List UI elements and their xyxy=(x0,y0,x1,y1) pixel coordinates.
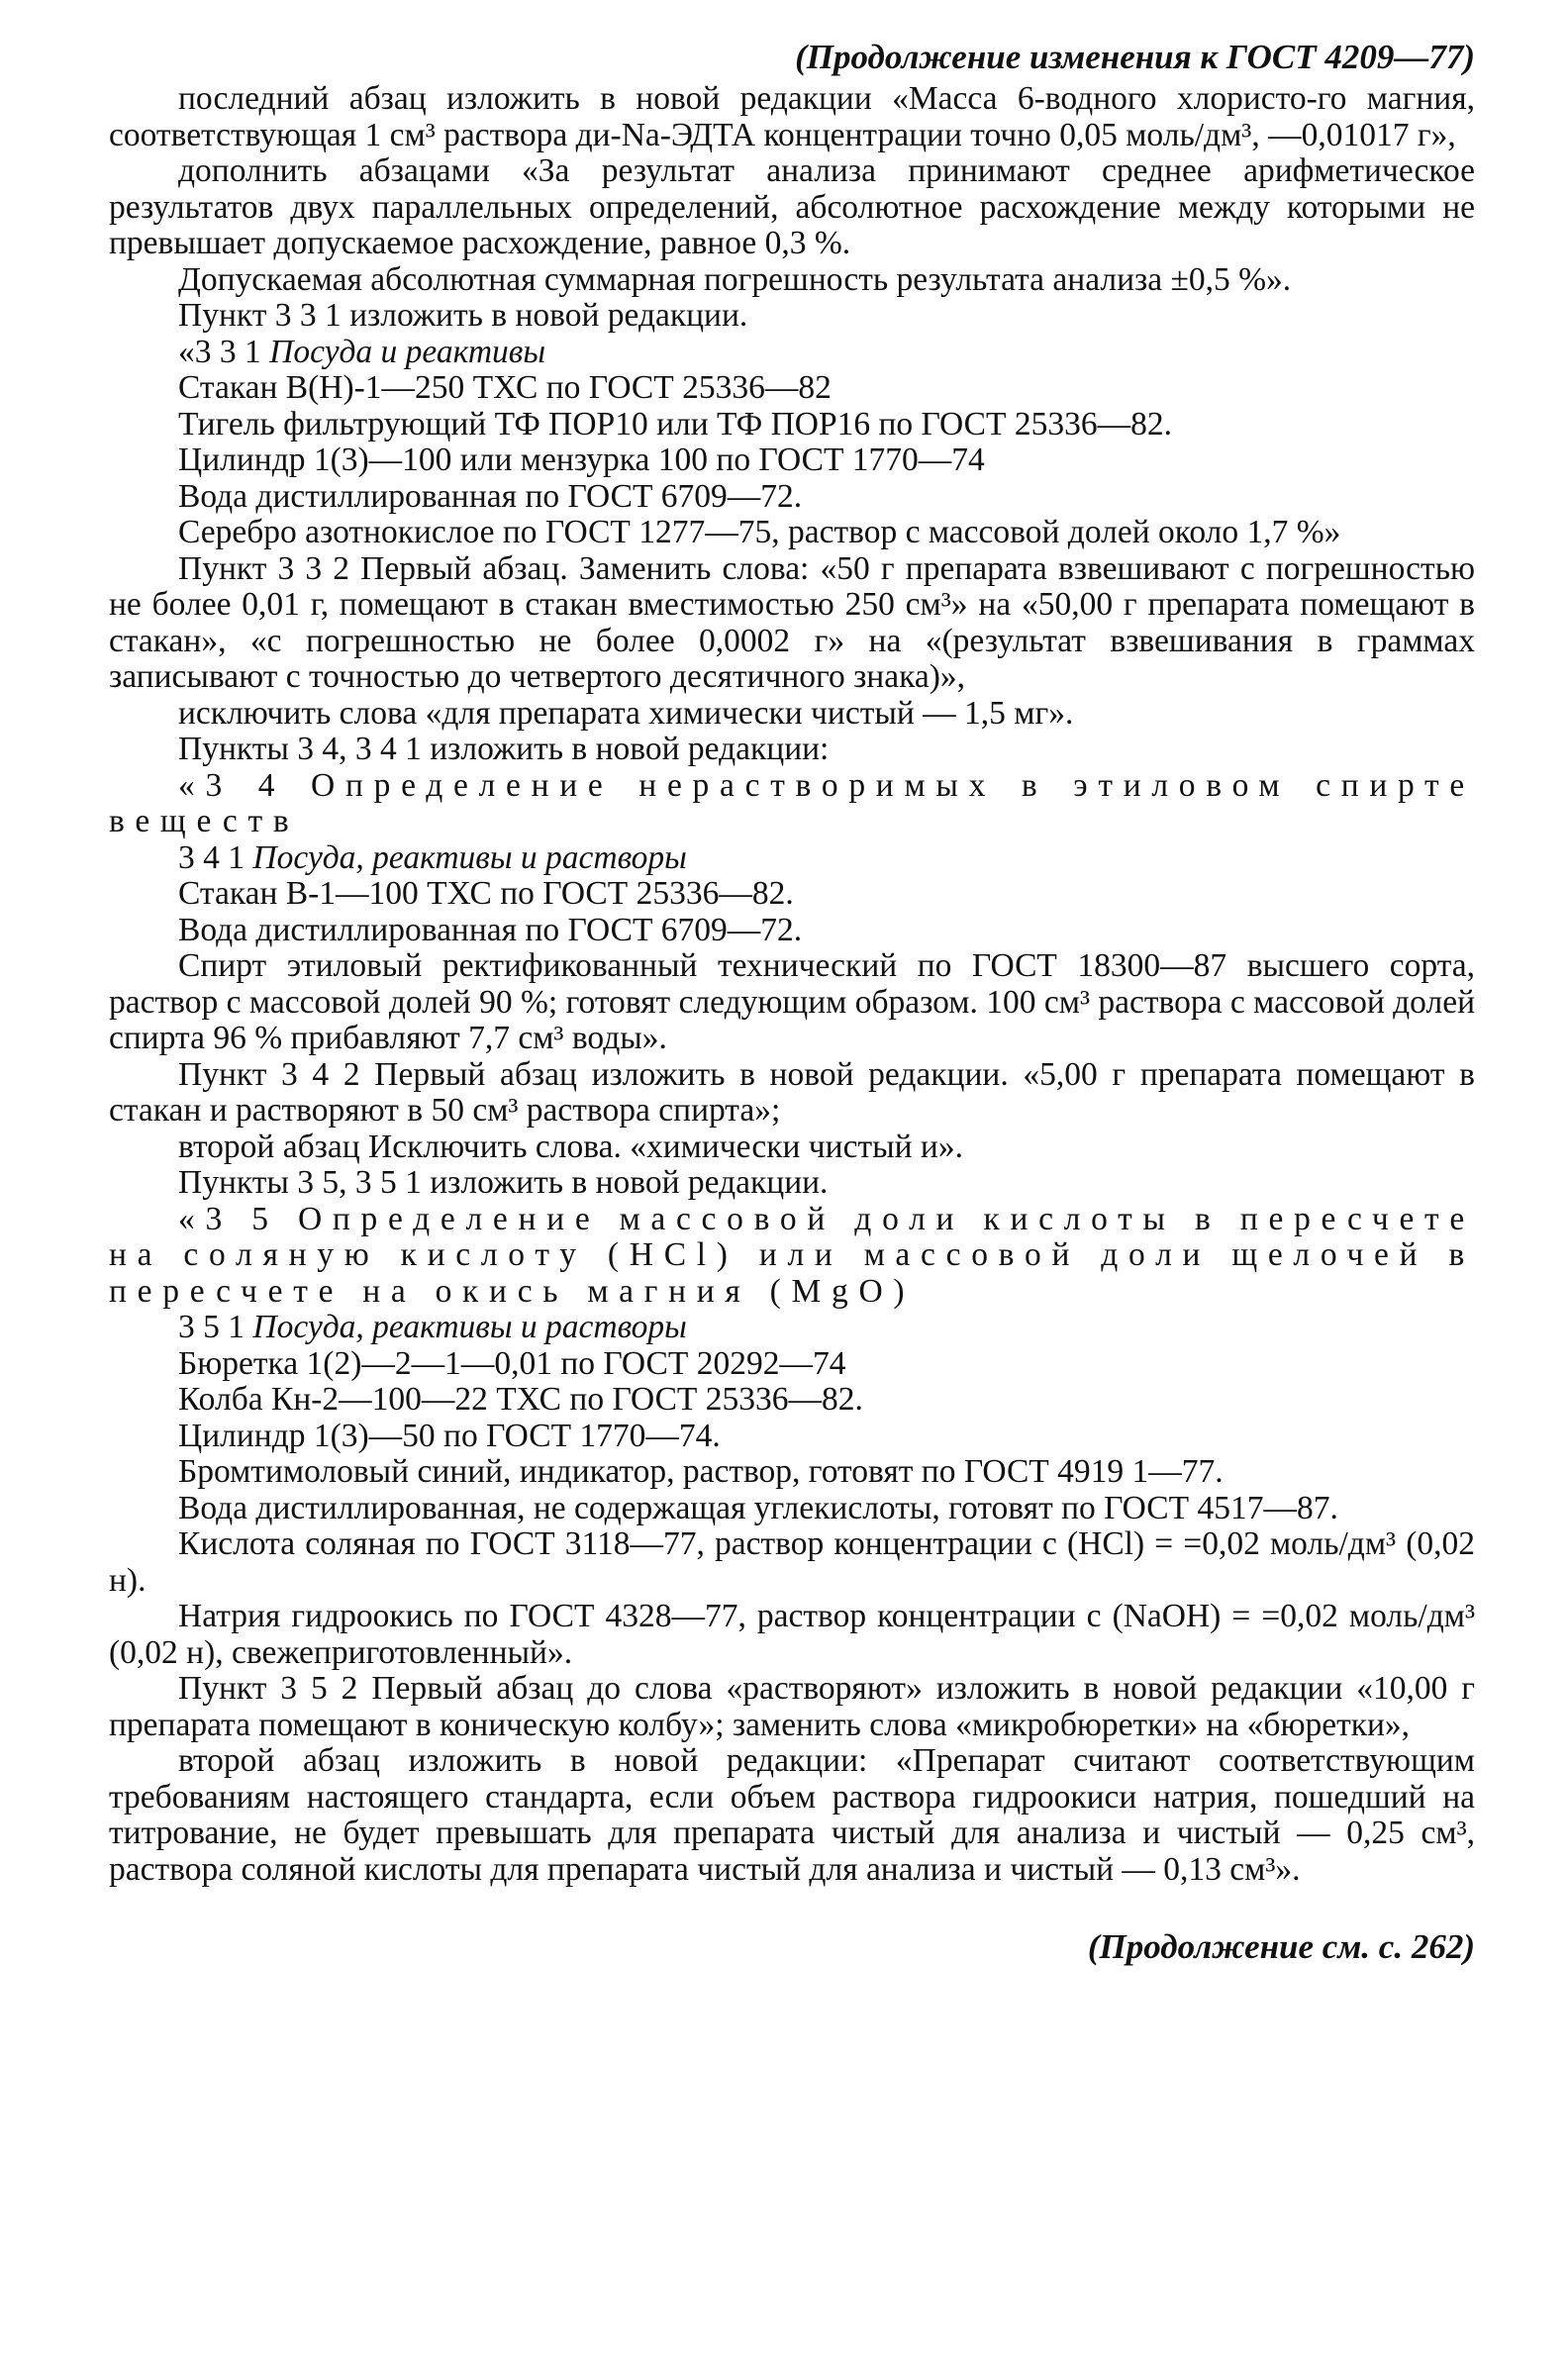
list-item: Кислота соляная по ГОСТ 3118—77, раствор концентрации с (HCl) = =0,02 моль/дм³ (0,02 н). xyxy=(109,1525,1475,1599)
page-header: (Продолжение изменения к ГОСТ 4209—77) xyxy=(795,38,1475,76)
paragraph: Пункт 3 3 1 изложить в новой редакции. xyxy=(178,297,748,334)
paragraph: последний абзац изложить в новой редакции «Масса 6-водного хлористо-го магния, соответствующая 1 см³ раствора ди-Na-ЭДТА концентрации точно 0,05 моль/дм³, —0,01017 г», xyxy=(109,80,1475,153)
subsection-number: 3 5 1 xyxy=(178,1309,245,1345)
list-item: Стакан В(Н)-1—250 ТХС по ГОСТ 25336—82 xyxy=(178,369,832,406)
list-item: Цилиндр 1(3)—100 или мензурка 100 по ГОСТ 1770—74 xyxy=(178,442,985,478)
list-item: Бромтимоловый синий, индикатор, раствор, готовят по ГОСТ 4919 1—77. xyxy=(178,1453,1224,1490)
document-page xyxy=(109,38,1475,1967)
page-footer: (Продолжение см. с. 262) xyxy=(1087,1927,1475,1966)
section-heading: «3 5 Определение массовой доли кислоты в пересчете на соляную кислоту (HCl) или массовой доли щелочей в пересчете на окись магния (MgO) xyxy=(109,1200,1475,1310)
paragraph: Пункт 3 4 2 Первый абзац изложить в новой редакции. «5,00 г препарата помещают в стакан и растворяют в 50 см³ раствора спирта»; xyxy=(109,1055,1475,1129)
subsection-number: «3 3 1 xyxy=(178,333,261,370)
list-item: Колба Кн-2—100—22 ТХС по ГОСТ 25336—82. xyxy=(178,1381,863,1418)
paragraph: дополнить абзацами «За результат анализа принимают среднее арифметическое результатов двух параллельных определений, абсолютное расхождение между которыми не превышает допускаемое расхождение, равное 0,3 %. xyxy=(109,152,1475,261)
paragraph: Допускаемая абсолютная суммарная погрешность результата анализа ±0,5 %». xyxy=(178,260,1292,298)
subsection-heading xyxy=(109,335,1475,371)
subsection-title: Посуда, реактивы и растворы xyxy=(252,1309,687,1345)
subsection-heading xyxy=(109,840,1475,877)
paragraph: Пункты 3 5, 3 5 1 изложить в новой редакции. xyxy=(178,1164,829,1201)
paragraph: Пункт 3 5 2 Первый абзац до слова «растворяют» изложить в новой редакции «10,00 г препарата помещают в коническую колбу»; заменить слова «микробюретки» на «бюретки», xyxy=(109,1670,1475,1743)
subsection-heading xyxy=(109,1310,1475,1346)
paragraph: Пункт 3 3 2 Первый абзац. Заменить слова: «50 г препарата взвешивают с погрешностью не более 0,01 г, помещают в стакан вместимостью 250 см³» на «50,00 г препарата помещают в стакан», «с погрешностью не более 0,0002 г» на «(результат взвешивания в граммах записывают с точностью до четвертого десятичного знака)», xyxy=(109,549,1475,695)
list-item: Тигель фильтрующий ТФ ПОР10 или ТФ ПОР16 по ГОСТ 25336—82. xyxy=(178,405,1172,442)
list-item: Вода дистиллированная по ГОСТ 6709—72. xyxy=(178,911,803,948)
list-item: Цилиндр 1(3)—50 по ГОСТ 1770—74. xyxy=(178,1417,721,1454)
paragraph: исключить слова «для препарата химически чистый — 1,5 мг». xyxy=(178,694,1074,732)
paragraph: Пункты 3 4, 3 4 1 изложить в новой редакции: xyxy=(178,731,830,767)
paragraph: второй абзац изложить в новой редакции: «Препарат считают соответствующим требованиям настоящего стандарта, если объем раствора гидроокиси натрия, пошедший на титрование, не будет превышать для препарата чистый для анализа и чистый — 0,25 см³, раствора соляной кислоты для препарата чистый для анализа и чистый — 0,13 см³». xyxy=(109,1742,1475,1888)
paragraph: Спирт этиловый ректификованный технический по ГОСТ 18300—87 высшего сорта, раствор с массовой долей 90 %; готовят следующим образом. 100 см³ раствора с массовой долей спирта 96 % прибавляют 7,7 см³ воды». xyxy=(109,947,1475,1056)
subsection-title: Посуда, реактивы и растворы xyxy=(252,838,687,876)
list-item: Серебро азотнокислое по ГОСТ 1277—75, раствор с массовой долей около 1,7 %» xyxy=(178,514,1341,550)
list-item: Вода дистиллированная, не содержащая углекислоты, готовят по ГОСТ 4517—87. xyxy=(178,1489,1338,1526)
list-item: Вода дистиллированная по ГОСТ 6709—72. xyxy=(178,477,803,515)
subsection-title: Посуда и реактивы xyxy=(269,333,546,370)
list-item: Стакан В-1—100 ТХС по ГОСТ 25336—82. xyxy=(178,875,794,912)
list-item: Натрия гидроокись по ГОСТ 4328—77, раствор концентрации с (NaOH) = =0,02 моль/дм³ (0,02 н), свежеприготовленный». xyxy=(109,1598,1475,1671)
list-item: Бюретка 1(2)—2—1—0,01 по ГОСТ 20292—74 xyxy=(178,1344,846,1382)
subsection-number: 3 4 1 xyxy=(178,838,245,876)
section-heading: «3 4 Определение нерастворимых в этиловом спирте веществ xyxy=(109,766,1475,839)
paragraph: второй абзац Исключить слова. «химически чистый и». xyxy=(178,1128,963,1165)
